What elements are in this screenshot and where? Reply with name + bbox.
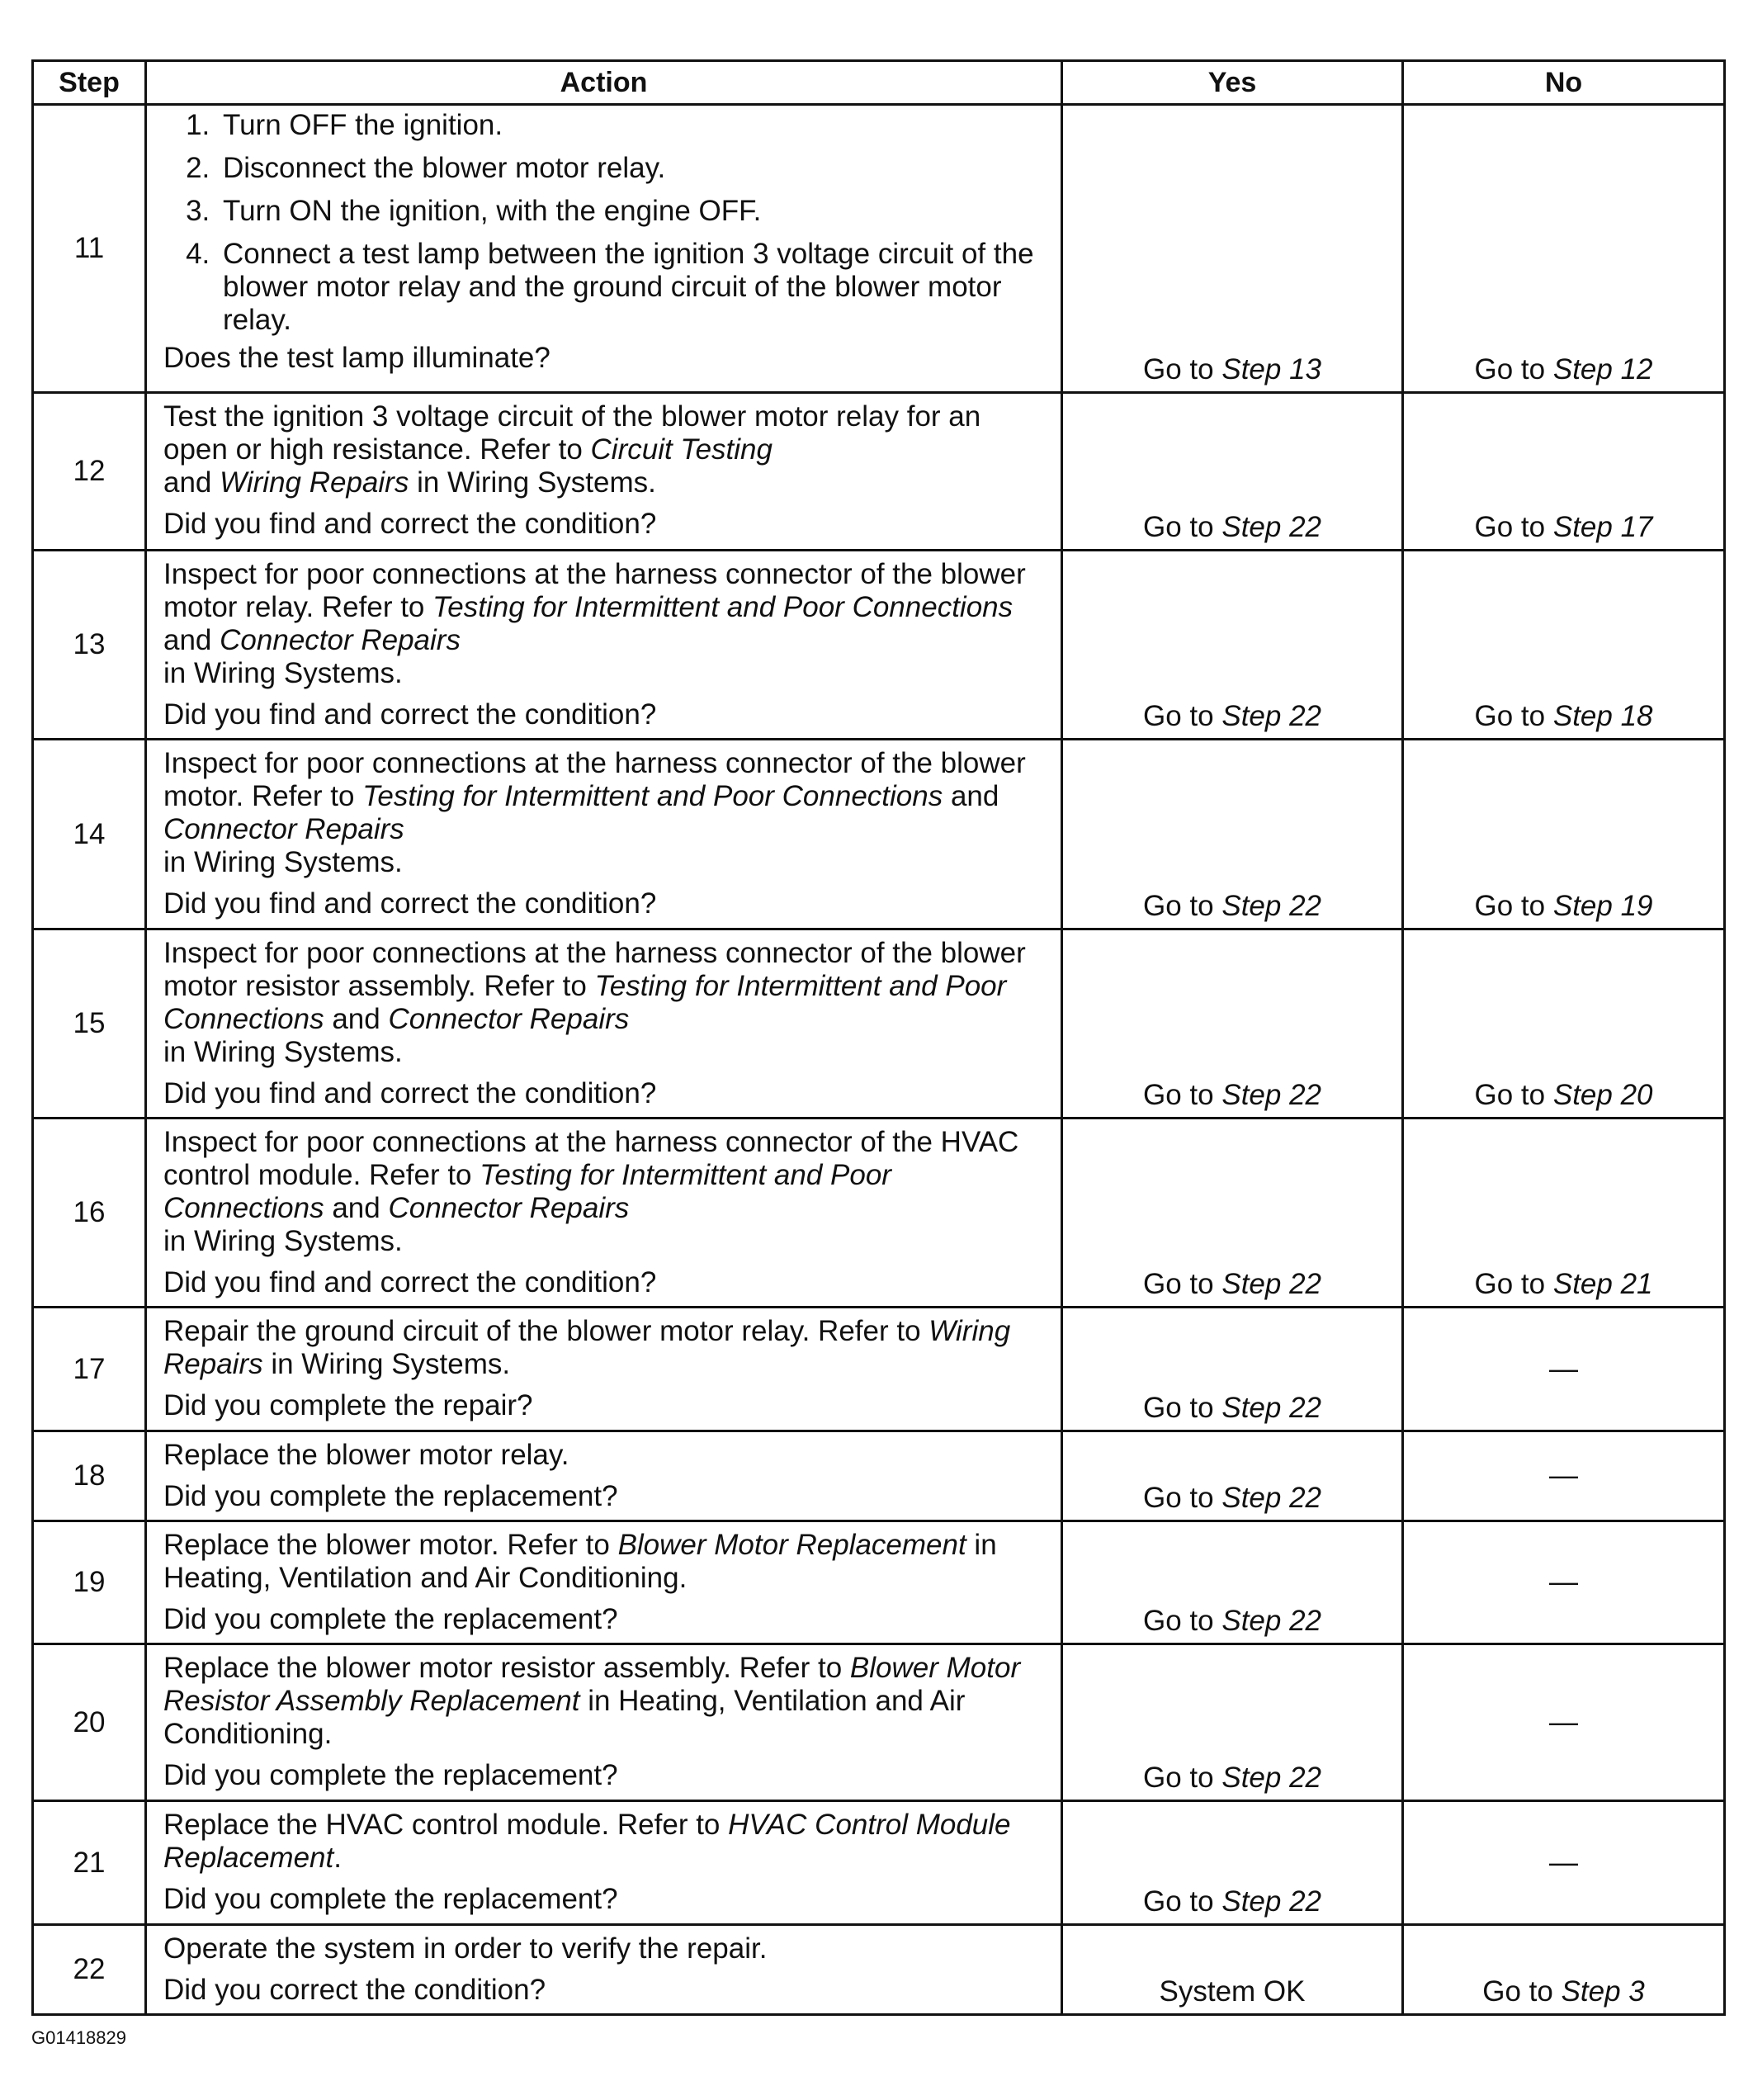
table-row <box>33 105 1725 393</box>
no-prefix: Go to <box>1474 1268 1546 1300</box>
yes-prefix: Go to <box>1143 700 1214 732</box>
table-row <box>33 1801 1725 1925</box>
no-prefix: Go to <box>1474 353 1546 385</box>
no-prefix: Go to <box>1482 1975 1553 2008</box>
no-step-ref: Step 18 <box>1552 700 1653 732</box>
reference-link: Connector Repairs <box>220 624 461 656</box>
action-text: Replace the blower motor. Refer to Blower Motor Replacement in Heating, Ventilation and Air Conditioning. <box>163 1529 997 1594</box>
yes-step-ref: Step 22 <box>1221 1885 1321 1918</box>
reference-link: Testing for Intermittent and Poor Connections <box>362 780 943 812</box>
reference-link: Testing for Intermittent and Poor Connections <box>432 591 1014 623</box>
no-step-ref: Step 21 <box>1552 1268 1653 1300</box>
list-item: 4. Connect a test lamp between the ignition 3 voltage circuit of the blower motor relay and the ground circuit of the blower motor relay. <box>218 238 1046 337</box>
step-number: 17 <box>33 1308 146 1431</box>
yes-prefix: Go to <box>1143 1268 1214 1300</box>
table-row <box>33 1925 1725 2015</box>
yes-cell <box>1062 105 1403 393</box>
list-item: 2. Disconnect the blower motor relay. <box>218 152 1046 185</box>
action-text: Replace the blower motor resistor assembly. Refer to Blower Motor Resistor Assembly Replacement in Heating, Ventilation and Air Conditioning. <box>163 1652 1021 1750</box>
no-step-ref: Step 12 <box>1552 353 1653 385</box>
reference-link: Blower Motor Replacement <box>617 1529 966 1561</box>
action-question: Did you find and correct the condition? <box>163 1266 657 1298</box>
header-step: Step <box>33 61 146 105</box>
no-prefix: Go to <box>1474 700 1546 732</box>
no-cell <box>1403 929 1725 1119</box>
step-number: 18 <box>33 1431 146 1521</box>
action-text: Replace the blower motor relay. <box>163 1439 569 1471</box>
reference-link: Testing for Intermittent and Poor Connections <box>163 1159 891 1224</box>
action-text: Test the ignition 3 voltage circuit of the blower motor relay for an open or high resistance. Refer to Circuit Testing <box>163 400 981 466</box>
action-text: in Wiring Systems. <box>163 657 403 689</box>
action-steps-list <box>163 109 1046 337</box>
no-cell: — <box>1403 1308 1725 1431</box>
step-number: 16 <box>33 1119 146 1308</box>
step-number: 12 <box>33 393 146 551</box>
action-cell <box>146 740 1062 929</box>
reference-link: Blower Motor Resistor Assembly Replacement <box>163 1652 1021 1717</box>
yes-cell <box>1062 1431 1403 1521</box>
action-text: Operate the system in order to verify the repair. <box>163 1932 768 1965</box>
yes-step-ref: Step 22 <box>1221 1392 1321 1424</box>
reference-link: Connector Repairs <box>163 813 404 845</box>
yes-cell <box>1062 551 1403 740</box>
reference-link: HVAC Control Module Replacement <box>163 1809 1011 1874</box>
no-cell <box>1403 105 1725 393</box>
action-question: Did you correct the condition? <box>163 1974 546 2006</box>
no-cell: — <box>1403 1431 1725 1521</box>
no-prefix: Go to <box>1474 1079 1546 1111</box>
header-yes: Yes <box>1062 61 1403 105</box>
action-text: Inspect for poor connections at the harness connector of the HVAC control module. Refer to Testing for Intermittent and Poor Connections and Connector Repairs <box>163 1126 1019 1224</box>
step-number: 11 <box>33 105 146 393</box>
action-text: Inspect for poor connections at the harness connector of the blower motor. Refer to Testing for Intermittent and Poor Connections and Connector Repairs <box>163 747 1026 845</box>
step-number: 15 <box>33 929 146 1119</box>
action-text: Inspect for poor connections at the harness connector of the blower motor resistor assembly. Refer to Testing for Intermittent and Poor Connections and Connector Repairs <box>163 937 1026 1035</box>
no-cell: — <box>1403 1801 1725 1925</box>
no-cell <box>1403 1925 1725 2015</box>
table-row <box>33 1119 1725 1308</box>
yes-cell <box>1062 393 1403 551</box>
yes-step-ref: Step 22 <box>1221 1605 1321 1637</box>
no-step-ref: Step 19 <box>1552 890 1653 922</box>
yes-cell <box>1062 929 1403 1119</box>
yes-step-ref: Step 13 <box>1221 353 1321 385</box>
action-cell <box>146 929 1062 1119</box>
step-number: 20 <box>33 1644 146 1801</box>
yes-cell <box>1062 740 1403 929</box>
action-question: Did you find and correct the condition? <box>163 508 657 540</box>
yes-step-ref: Step 22 <box>1221 1762 1321 1794</box>
list-item: 3. Turn ON the ignition, with the engine OFF. <box>218 195 1046 228</box>
table-row <box>33 551 1725 740</box>
yes-step-ref: Step 22 <box>1221 1482 1321 1514</box>
no-cell <box>1403 1119 1725 1308</box>
reference-link: Connector Repairs <box>388 1003 630 1035</box>
yes-cell <box>1062 1119 1403 1308</box>
action-question: Did you find and correct the condition? <box>163 698 657 731</box>
action-cell <box>146 393 1062 551</box>
step-number: 19 <box>33 1521 146 1644</box>
yes-step-ref: Step 22 <box>1221 511 1321 543</box>
action-question: Does the test lamp illuminate? <box>163 342 550 374</box>
action-text: Replace the HVAC control module. Refer to HVAC Control Module Replacement. <box>163 1809 1011 1874</box>
yes-prefix: Go to <box>1143 890 1214 922</box>
table-row <box>33 1431 1725 1521</box>
header-action: Action <box>146 61 1062 105</box>
yes-prefix: Go to <box>1143 1605 1214 1637</box>
step-number: 13 <box>33 551 146 740</box>
no-cell: — <box>1403 1644 1725 1801</box>
action-cell <box>146 1801 1062 1925</box>
table-row <box>33 1644 1725 1801</box>
action-cell <box>146 1119 1062 1308</box>
action-text: and Wiring Repairs in Wiring Systems. <box>163 466 656 499</box>
no-prefix: Go to <box>1474 890 1546 922</box>
action-cell <box>146 1521 1062 1644</box>
table-row <box>33 740 1725 929</box>
action-text: in Wiring Systems. <box>163 846 403 878</box>
no-prefix: Go to <box>1474 511 1546 543</box>
diagnostic-table <box>31 59 1726 2016</box>
action-question: Did you complete the repair? <box>163 1389 533 1421</box>
yes-prefix: Go to <box>1143 1482 1214 1514</box>
list-item: 1. Turn OFF the ignition. <box>218 109 1046 142</box>
no-step-ref: Step 17 <box>1552 511 1653 543</box>
reference-link: Connector Repairs <box>388 1192 630 1224</box>
yes-step-ref: Step 22 <box>1221 1079 1321 1111</box>
yes-prefix: Go to <box>1143 353 1214 385</box>
table-row <box>33 393 1725 551</box>
action-text: Inspect for poor connections at the harness connector of the blower motor relay. Refer to Testing for Intermittent and Poor Connections and Connector Repairs <box>163 558 1026 656</box>
no-cell <box>1403 393 1725 551</box>
no-cell <box>1403 740 1725 929</box>
reference-link: Testing for Intermittent and Poor Connections <box>163 970 1007 1035</box>
yes-cell <box>1062 1521 1403 1644</box>
yes-cell <box>1062 1308 1403 1431</box>
action-text: Repair the ground circuit of the blower motor relay. Refer to Wiring Repairs in Wiring Systems. <box>163 1315 1011 1380</box>
figure-id: G01418829 <box>31 2027 126 2048</box>
no-cell: — <box>1403 1521 1725 1644</box>
reference-link: Wiring Repairs <box>163 1315 1011 1380</box>
yes-cell <box>1062 1644 1403 1801</box>
action-question: Did you complete the replacement? <box>163 1883 618 1915</box>
step-number: 22 <box>33 1925 146 2015</box>
table-row <box>33 929 1725 1119</box>
action-question: Did you find and correct the condition? <box>163 1077 657 1109</box>
reference-link: Circuit Testing <box>590 433 773 466</box>
action-cell <box>146 1308 1062 1431</box>
step-number: 14 <box>33 740 146 929</box>
action-cell <box>146 551 1062 740</box>
no-step-ref: Step 20 <box>1552 1079 1653 1111</box>
yes-step-ref: Step 22 <box>1221 1268 1321 1300</box>
yes-prefix: Go to <box>1143 511 1214 543</box>
reference-link: Wiring Repairs <box>220 466 409 499</box>
yes-cell <box>1062 1801 1403 1925</box>
yes-prefix: Go to <box>1143 1885 1214 1918</box>
yes-prefix: Go to <box>1143 1762 1214 1794</box>
yes-step-ref: Step 22 <box>1221 890 1321 922</box>
header-row <box>33 61 1725 105</box>
action-text: in Wiring Systems. <box>163 1036 403 1068</box>
header-no: No <box>1403 61 1725 105</box>
action-question: Did you complete the replacement? <box>163 1603 618 1635</box>
action-cell <box>146 1431 1062 1521</box>
action-cell <box>146 105 1062 393</box>
no-step-ref: Step 3 <box>1561 1975 1645 2008</box>
action-cell <box>146 1644 1062 1801</box>
step-number: 21 <box>33 1801 146 1925</box>
action-cell <box>146 1925 1062 2015</box>
table-row <box>33 1308 1725 1431</box>
yes-prefix: Go to <box>1143 1392 1214 1424</box>
action-text: in Wiring Systems. <box>163 1225 403 1257</box>
no-cell <box>1403 551 1725 740</box>
table-row <box>33 1521 1725 1644</box>
yes-step-ref: Step 22 <box>1221 700 1321 732</box>
action-question: Did you complete the replacement? <box>163 1480 618 1512</box>
yes-prefix: Go to <box>1143 1079 1214 1111</box>
action-question: Did you complete the replacement? <box>163 1759 618 1791</box>
yes-cell: System OK <box>1062 1925 1403 2015</box>
action-question: Did you find and correct the condition? <box>163 887 657 920</box>
